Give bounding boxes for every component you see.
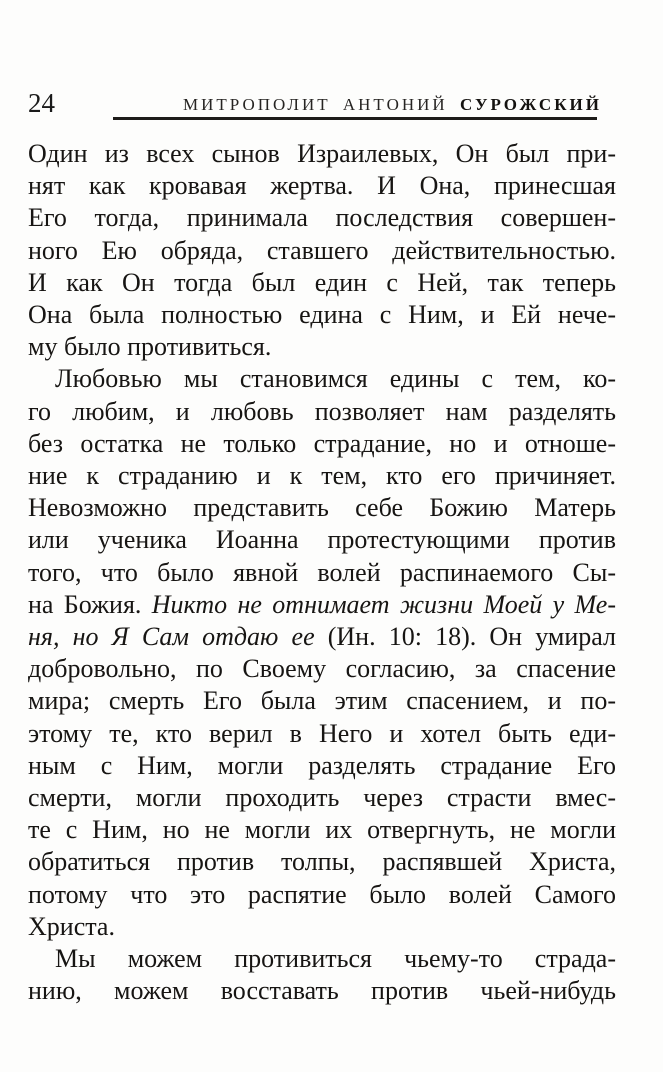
body-line-text: Один из всех сынов Израилевых, Он был при- [28, 139, 616, 168]
body-line-text: смерти, могли проходить через страсти вмес- [28, 783, 616, 813]
body-line-text: те с Ним, но не могли их отвергнуть, не могли [28, 815, 616, 845]
text-line [28, 170, 616, 202]
text-line [28, 782, 616, 814]
text-line [28, 331, 616, 363]
running-head [183, 93, 616, 117]
body-line-text: на Божия. [28, 589, 152, 619]
text-line [28, 814, 616, 846]
body-line-text: му было противиться. [28, 332, 272, 362]
body-line-text: (Ин. 10: 18). Он умирал [327, 622, 616, 652]
text-line [28, 428, 616, 460]
page-number: 24 [28, 88, 55, 118]
body-line-text: Невозможно представить себе Божию Матерь [28, 493, 616, 523]
text-line [28, 975, 616, 1007]
text-line [28, 492, 616, 524]
text-line [28, 460, 616, 492]
body-line-text: обратиться против толпы, распявшей Христа, [28, 847, 616, 877]
quote-italic-text: Никто не отнимает жизни Моей у Ме- [151, 589, 617, 619]
text-line [28, 267, 616, 299]
running-head-author: МИТРОПОЛИТ АНТОНИЙ [183, 95, 460, 114]
text-line [28, 138, 616, 170]
body-line-text: нию, можем восставать против чьей-нибудь [28, 976, 616, 1006]
quote-italic-text: ня, но Я Сам отдаю ее [28, 622, 328, 652]
text-line [28, 557, 616, 589]
body-line-text: того, что было явной волей распинаемого Сы- [28, 557, 616, 587]
body-line-text: или ученика Иоанна протестующими против [28, 525, 616, 555]
running-head-surname: СУРОЖСКИЙ [459, 95, 602, 114]
body-line-text: без остатка не только страдание, но и отноше- [28, 428, 616, 458]
text-line [28, 879, 616, 911]
header-rule [113, 117, 597, 120]
text-line [28, 202, 616, 234]
body-line-text: ным с Ним, могли разделять страдание Его [28, 750, 616, 780]
body-line-text: нят как кровавая жертва. И Она, принесшая [28, 171, 616, 201]
body-line-text: Любовью мы становимся едины с тем, ко- [55, 364, 616, 394]
text-line [28, 846, 616, 878]
text-line [28, 299, 616, 331]
text-line [28, 363, 616, 395]
body-line-text: ние к страданию и к тем, кто его причиняет. [28, 461, 616, 491]
body-line-text: го любим, и любовь позволяет нам разделять [28, 396, 616, 426]
body-line-text: ного Ею обряда, ставшего действительностью. [28, 235, 616, 265]
body-line-text: мира; смерть Его была этим спасением, и по- [28, 686, 616, 716]
text-line [28, 589, 616, 621]
body-line-text: Она была полностью едина с Ним, и Ей нече- [28, 300, 616, 330]
body-line-text: Его тогда, принимала последствия совершен- [28, 203, 616, 233]
body-line-text: добровольно, по Своему согласию, за спасение [28, 654, 616, 684]
body-line-text: этому те, кто верил в Него и хотел быть еди- [28, 718, 616, 748]
body-line-text: Мы можем противиться чьему-то страда- [55, 944, 616, 974]
text-line [28, 750, 616, 782]
text-line [28, 718, 616, 750]
text-line [28, 653, 616, 685]
body-line-text: Христа. [28, 911, 115, 941]
text-line [28, 396, 616, 428]
page-header [28, 90, 616, 117]
text-line [28, 524, 616, 556]
body-text [28, 138, 616, 1007]
text-line [28, 621, 616, 653]
body-line-text: И как Он тогда был един с Ней, так теперь [28, 267, 616, 297]
text-line [28, 235, 616, 267]
text-line [28, 943, 616, 975]
text-line [28, 911, 616, 943]
text-line [28, 685, 616, 717]
body-line-text: потому что это распятие было волей Самого [28, 879, 616, 909]
